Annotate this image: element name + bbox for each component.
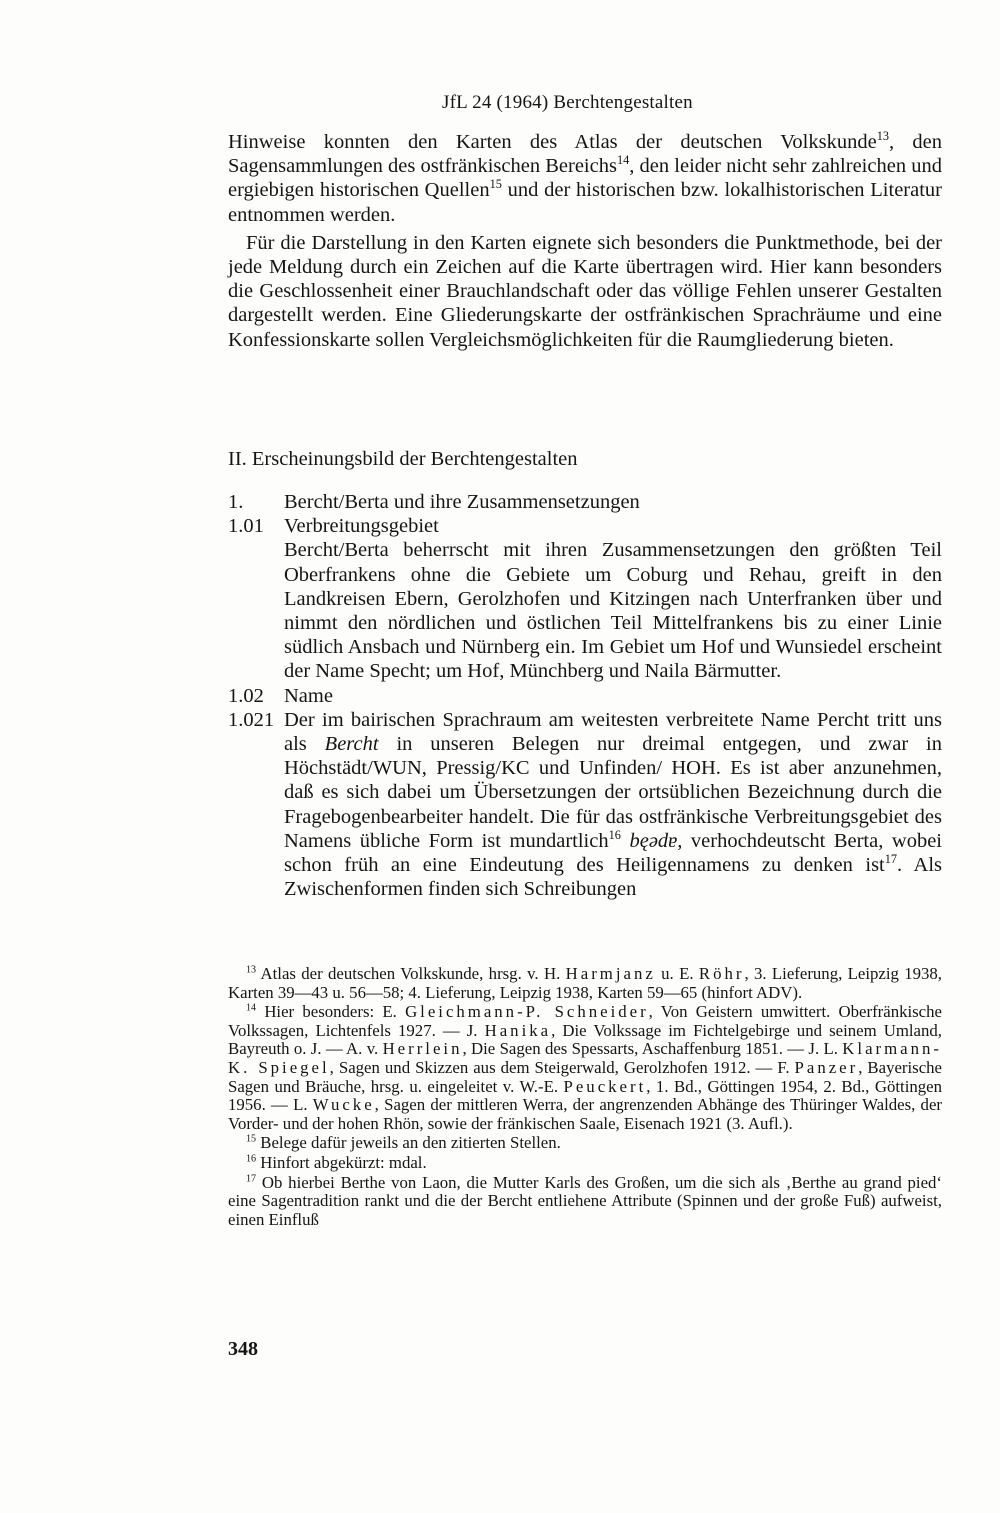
- author-name: Panzer: [794, 1057, 859, 1077]
- section-heading: II. Erscheinungsbild der Berchtengestalten: [228, 448, 578, 470]
- footnote-16: [228, 1154, 942, 1173]
- text-run: , den leider nicht sehr zahlreichen und ergiebigen historischen Quellen: [228, 155, 942, 202]
- text-run: u. E.: [655, 964, 699, 983]
- paragraph-1: [228, 130, 942, 227]
- author-name: Peuckert: [563, 1076, 647, 1096]
- page-number: 348: [228, 1338, 258, 1360]
- author-name: Röhr: [698, 964, 745, 983]
- footnote-number: 14: [246, 1002, 257, 1014]
- footnote-ref-13[interactable]: 13: [876, 129, 889, 144]
- text-run: Hinfort abgekürzt: mdal.: [256, 1152, 427, 1172]
- outline-item-1-01: [228, 514, 942, 538]
- text-run: , Sagen und Skizzen aus dem Steigerwald, Gerolzhofen 1912. — F.: [329, 1057, 795, 1077]
- footnote-number: 13: [246, 964, 257, 976]
- text-run: Belege dafür jeweils an den zitierten Stellen.: [256, 1133, 561, 1153]
- text-run: Ob hierbei Berthe von Laon, die Mutter Karls des Großen, um die sich als ‚Berthe au grand pied‘ eine Sagentradition rankt und die der Bercht entliehene Attribute (Spinnen und der große Fuß) aufweist, einen Einfluß: [228, 1172, 942, 1229]
- text-run: Hier besonders: E.: [256, 1002, 406, 1022]
- text-run: Der im bairischen Sprachraum am weitesten verbreitete Name Percht tritt uns als: [284, 708, 942, 756]
- author-name: Herrlein: [382, 1039, 463, 1059]
- outline-number: 1.021: [228, 708, 275, 731]
- footnote-ref-16[interactable]: 16: [608, 828, 621, 843]
- text-run: , Sagen der mittleren Werra, der angrenzenden Abhänge des Thüringer Waldes, der Vorder- und der hohen Rhön, sowie der fränkischen Saale, Eisenach 1921 (3. Aufl.).: [228, 1095, 942, 1133]
- outline-item-1-021: [228, 708, 942, 902]
- outline-item-1-02: [228, 684, 942, 708]
- text-run: Hinweise konnten den Karten des Atlas der deutschen Volkskunde: [228, 131, 877, 153]
- text-run: , 3. Lieferung, Leipzig 1938, Karten 39—43 u. 56—58; 4. Lieferung, Leipzig 1938, Karten 59—65 (hinfort ADV).: [228, 964, 942, 1002]
- outline-text: [284, 708, 942, 902]
- emphasis: Bercht: [324, 733, 379, 756]
- author-name: Hanika: [484, 1020, 552, 1040]
- outline-number: 1.: [228, 491, 244, 513]
- footnote-ref-15[interactable]: 15: [489, 177, 502, 192]
- author-name: Wucke: [312, 1095, 375, 1115]
- text-run: , Bayerische Sagen und Bräuche, hrsg. u. eingeleitet v. W.-E.: [228, 1057, 942, 1096]
- footnote-15: [228, 1134, 942, 1153]
- text-run: verhochdeutscht Berta, wobei schon früh an eine Eindeutung des Heiligennamens zu denken ist: [284, 829, 942, 877]
- text-run: , Die Volkssage im Fichtelgebirge und seinem Umland, Bayreuth o. J. — A. v.: [228, 1020, 942, 1059]
- footnote-ref-14[interactable]: 14: [616, 153, 630, 168]
- text-run: . Als Zwischenformen finden sich Schreibungen: [284, 854, 942, 901]
- text-run: , Von Geistern umwittert. Oberfränkische Volkssagen, Lichtenfels 1927. — J.: [228, 1002, 942, 1040]
- footnote-14: [228, 1003, 942, 1133]
- outline-body-1-01: Bercht/Berta beherrscht mit ihren Zusammensetzungen den größten Teil Oberfrankens ohne die Gebiete um Coburg und Rehau, greift in den Landkreisen Ebern, Gerolzhofen und Kitzingen nach Unterfranken über und nimmt den nördlichen und östlichen Teil Mittelfrankens bis zu einer Linie südlich Ansbach und Nürnberg ein. Im Gebiet um Hof und Wunsiedel erscheint der Name Specht; um Hof, Münchberg und Naila Bärmutter.: [284, 539, 942, 683]
- outline-number: 1.02: [228, 684, 264, 707]
- body-text: [228, 130, 942, 352]
- author-name: Gleichmann-P. Schneider: [405, 1002, 649, 1022]
- outline-text: Bercht/Berta und ihre Zusammensetzungen: [284, 491, 640, 513]
- text-run: , Die Sagen des Spessarts, Aschaffenburg 1851. — J. L.: [462, 1039, 843, 1059]
- running-head: JfL 24 (1964) Berchtengestalten: [442, 92, 693, 113]
- text-run: , 1. Bd., Göttingen 1954, 2. Bd., Göttingen 1956. — L.: [228, 1076, 942, 1115]
- author-name: Harmjanz: [565, 964, 656, 983]
- footnote-number: 15: [246, 1133, 257, 1145]
- outline: [228, 490, 942, 901]
- footnote-ref-17[interactable]: 17: [884, 852, 898, 867]
- text-run: in unseren Belegen nur dreimal entgegen, und zwar in Höchstädt/WUN, Pressig/KC und Unfinden/ HOH. Es ist aber anzunehmen, daß es sich dabei um Übersetzungen der ortsüblichen Bezeichnung durch die Fragebogenbearbeiter handelt. Die für das ostfränkische Verbreitungsgebiet des Namens übliche Form ist mundartlich: [284, 733, 942, 852]
- footnotes: [228, 965, 942, 1230]
- text-run: , den Sagensammlungen des ostfränkischen Bereichs: [228, 131, 942, 178]
- outline-number: 1.01: [228, 515, 264, 538]
- footnote-number: 17: [246, 1172, 257, 1184]
- footnote-number: 16: [246, 1153, 257, 1165]
- footnote-17: [228, 1174, 942, 1230]
- author-name: Klarmann-K. Spiegel: [228, 1039, 942, 1077]
- outline-title: Name: [284, 684, 333, 707]
- phonetic-form: bęədɐ,: [629, 829, 683, 852]
- text-run: Atlas der deutschen Volkskunde, hrsg. v. H.: [256, 964, 566, 983]
- text-run: und der historischen bzw. lokalhistorischen Literatur entnommen werden.: [228, 179, 942, 226]
- paragraph-2: Für die Darstellung in den Karten eignete sich besonders die Punktmethode, bei der jede Meldung durch ein Zeichen auf die Karte übertragen wird. Hier kann besonders die Geschlossenheit einer Brauchlandschaft oder das völlige Fehlen unserer Gestalten dargestellt werden. Eine Gliederungskarte der ostfränkischen Sprachräume und eine Konfessionskarte sollen Vergleichsmöglichkeiten für die Raumgliederung bieten.: [228, 231, 942, 351]
- outline-title: Verbreitungsgebiet: [284, 515, 439, 538]
- outline-item-1: [228, 490, 942, 514]
- footnote-13: [228, 965, 942, 1002]
